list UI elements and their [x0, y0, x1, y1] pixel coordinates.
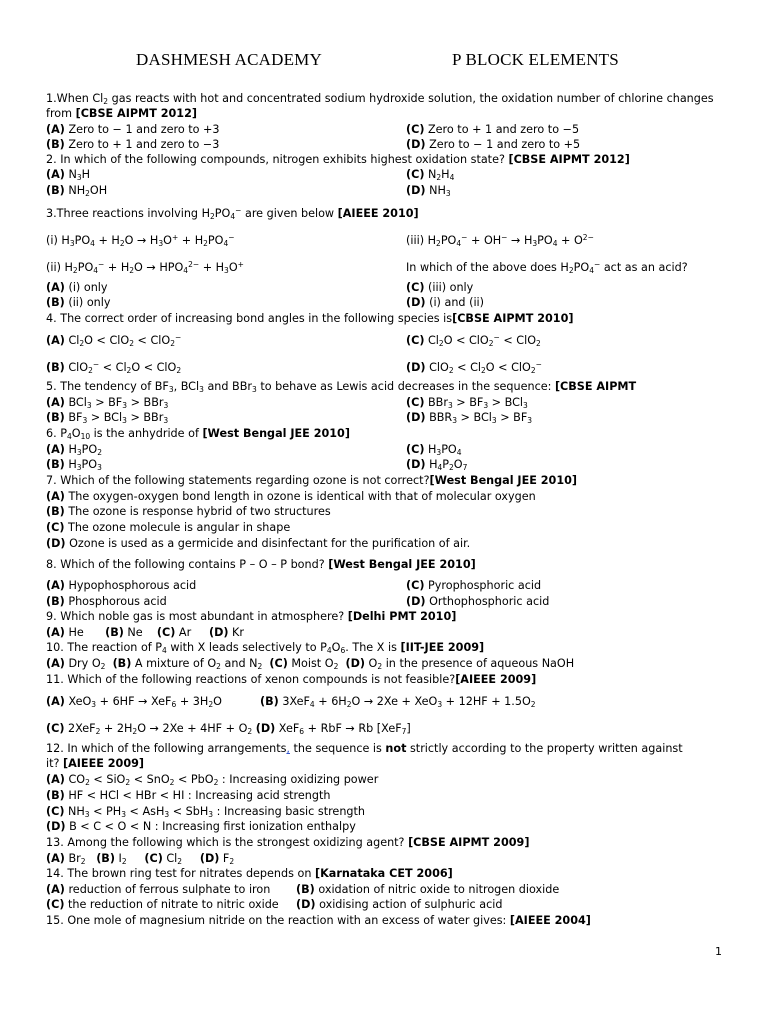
q14-tag: [Karnataka CET 2006] — [314, 867, 453, 880]
q6-tag: [West Bengal JEE 2010] — [202, 427, 350, 440]
q3-option-c: (C) (iii) only — [406, 281, 474, 294]
q8-option-b: (B) Phosphorous acid — [46, 595, 167, 608]
q1-text-cont: from [CBSE AIPMT 2012] — [46, 107, 197, 120]
q11-text: 11. Which of the following reactions of xenon compounds is not feasible?[AIEEE 2009] — [46, 673, 537, 686]
q3-reaction-i: (i) $H_3PO_4 + H_2O \to H_3O^+ + H_2PO_4^-$ — [46, 233, 235, 248]
q7-tag: [West Bengal JEE 2010] — [429, 474, 578, 487]
q3-reaction-ii: (ii) $H_2PO_4^- + H_2O \to HPO_4^{2-} + H_3O^+$ — [46, 260, 244, 275]
q8-option-c: (C) Pyrophosphoric acid — [406, 579, 542, 592]
q7-option-a: (A) The oxygen-oxygen bond length in ozone is identical with that of molecular oxygen — [46, 490, 536, 503]
q13-text: 13. Among the following which is the strongest oxidizing agent? [CBSE AIPMT 2009] — [46, 836, 530, 849]
q2-option-a: (A) $N_3H$ — [46, 168, 91, 182]
q5-option-b: (B) $BF_3 > BCl_3 > BBr_3$ — [46, 411, 169, 425]
q12-option-d: (D) B < C < O < N : Increasing first ionization enthalpy — [46, 820, 356, 833]
q14-option-b: (B) oxidation of nitric oxide to nitrogen dioxide — [296, 883, 560, 896]
q11-option-b: (B) $3XeF_4 + 6H_2O \to 2Xe + XeO_3 + 12HF + 1.5O_2$ — [260, 695, 536, 709]
q7-option-d: (D) Ozone is used as a germicide and disinfectant for the purification of air. — [46, 537, 471, 550]
q4-option-d: (D) $ClO_2 < Cl_2O < ClO_2^-$ — [406, 360, 542, 375]
q11-tag: [AIEEE 2009] — [455, 673, 537, 686]
q12-option-a: (A) $CO_2 < SiO_2 < SnO_2 < PbO_2$ : Increasing oxidizing power — [46, 773, 379, 787]
q14-option-d: (D) oxidising action of sulphuric acid — [296, 898, 503, 911]
q14-option-a: (A) reduction of ferrous sulphate to iron — [46, 883, 271, 896]
q5-option-d: (D) $BBR_3 > BCl_3 > BF_3$ — [406, 411, 533, 425]
q8-option-a: (A) Hypophosphorous acid — [46, 579, 197, 592]
q14-option-c: (C) the reduction of nitrate to nitric oxide — [46, 898, 279, 911]
q9-options: (A) He (B) Ne (C) Ar (D) Kr — [46, 626, 244, 639]
q10-options: (A) Dry $O_2$ (B) A mixture of $O_2$ and $N_2$ (C) Moist $O_2$ (D) $O_2$ in the presence of aqueous NaOH — [46, 657, 575, 671]
q9-text: 9. Which noble gas is most abundant in atmosphere? [Delhi PMT 2010] — [46, 610, 457, 623]
q13-options: (A) $Br_2$ (B) $I_2$ (C) $Cl_2$ (D) $F_2$ — [46, 852, 235, 866]
q7-text: 7. Which of the following statements regarding ozone is not correct?[West Bengal JEE 2010] — [46, 474, 578, 487]
q5-option-c: (C) $BBr_3 > BF_3 > BCl_3$ — [406, 396, 528, 410]
q8-text: 8. Which of the following contains P – O – P bond? [West Bengal JEE 2010] — [46, 558, 476, 571]
q12-tag: [AIEEE 2009] — [63, 757, 145, 770]
q3-text: 3.Three reactions involving $H_2PO_4^-$ are given below [AIEEE 2010] — [46, 206, 419, 221]
q11-option-c-d: (C) $2XeF_2 + 2H_2O \to 2Xe + 4HF + O_2$ (D) XeF$_6$ + RbF → Rb [XeF$_7$] — [46, 722, 411, 736]
q5-text: 5. The tendency of $BF_3$, BCl$_3$ and BBr$_3$ to behave as Lewis acid decreases in the sequence: [CBSE AIPMT — [46, 380, 637, 394]
q3-reaction-iii: (iii) $H_2PO_4^- + OH^- \to H_3PO_4 + O^{2-}$ — [406, 233, 594, 248]
q13-tag: [CBSE AIPMT 2009] — [408, 836, 530, 849]
q11-option-a: (A) $XeO_3 + 6HF \to XeF_6 + 3H_2O$ — [46, 695, 222, 709]
page-number: 1 — [715, 945, 722, 958]
q2-tag: [CBSE AIPMT 2012] — [508, 153, 630, 166]
q5-option-a: (A) $BCl_3 > BF_3 > BBr_3$ — [46, 396, 169, 410]
q6-option-a: (A) $H_3PO_2$ — [46, 443, 102, 457]
q6-option-b: (B) $H_3PO_3$ — [46, 458, 102, 472]
q3-option-b: (B) (ii) only — [46, 296, 111, 309]
q1-text: 1.When $Cl_2$ gas reacts with hot and concentrated sodium hydroxide solution, the oxidation number of chlorine changes — [46, 92, 714, 106]
q2-option-c: (C) $N_2H_4$ — [406, 168, 455, 182]
q4-tag: [CBSE AIPMT 2010] — [452, 312, 574, 325]
q4-option-a: (A) $Cl_2O < ClO_2 < ClO_2^-$ — [46, 333, 182, 348]
q4-option-b: (B) $ClO_2^- < Cl_2O < ClO_2$ — [46, 360, 182, 375]
q3-option-d: (D) (i) and (ii) — [406, 296, 485, 309]
q12-option-b: (B) HF < HCl < HBr < HI : Increasing acid strength — [46, 789, 331, 802]
q1-option-c: (C) Zero to + 1 and zero to −5 — [406, 123, 580, 136]
q2-option-b: (B) $NH_2OH$ — [46, 184, 108, 198]
q10-text: 10. The reaction of $P_4$ with X leads selectively to $P_4O_6$. The X is [IIT-JEE 2009] — [46, 641, 485, 655]
q3-question: In which of the above does $H_2PO_4^-$ act as an acid? — [406, 260, 688, 275]
q1-option-d: (D) Zero to − 1 and zero to +5 — [406, 138, 581, 151]
q7-option-c: (C) The ozone molecule is angular in shape — [46, 521, 291, 534]
q15-tag: [AIEEE 2004] — [509, 914, 591, 927]
q6-option-c: (C) $H_3PO_4$ — [406, 443, 462, 457]
q14-text: 14. The brown ring test for nitrates depends on [Karnataka CET 2006] — [46, 867, 453, 880]
q9-tag: [Delhi PMT 2010] — [347, 610, 457, 623]
q3-tag: [AIEEE 2010] — [337, 207, 419, 220]
q15-text: 15. One mole of magnesium nitride on the reaction with an excess of water gives: [AIEEE 2004] — [46, 914, 591, 927]
q7-option-b: (B) The ozone is response hybrid of two structures — [46, 505, 331, 518]
q5-tag: [CBSE AIPMT — [554, 380, 637, 393]
q2-text: 2. In which of the following compounds, nitrogen exhibits highest oxidation state? [CBSE AIPMT 2012] — [46, 153, 630, 166]
q1-tag: [CBSE AIPMT 2012] — [75, 107, 197, 120]
q4-text: 4. The correct order of increasing bond angles in the following species is[CBSE AIPMT 2010] — [46, 312, 574, 325]
q6-text: 6. $P_4O_{10}$ is the anhydride of [West Bengal JEE 2010] — [46, 427, 350, 441]
q6-option-d: (D) $H_4P_2O_7$ — [406, 458, 468, 472]
q12-text-cont: it? [AIEEE 2009] — [46, 757, 145, 770]
q3-option-a: (A) (i) only — [46, 281, 108, 294]
q8-tag: [West Bengal JEE 2010] — [328, 558, 476, 571]
q8-option-d: (D) Orthophosphoric acid — [406, 595, 550, 608]
q1-option-b: (B) Zero to + 1 and zero to −3 — [46, 138, 220, 151]
q1-option-a: (A) Zero to − 1 and zero to +3 — [46, 123, 220, 136]
q12-option-c: (C) $NH_3 < PH_3 < AsH_3 < SbH_3$ : Increasing basic strength — [46, 805, 365, 819]
q2-option-d: (D) $NH_3$ — [406, 184, 451, 198]
q4-option-c: (C) $Cl_2O < ClO_2^- < ClO_2$ — [406, 333, 541, 348]
header-academy: DASHMESH ACADEMY — [136, 50, 322, 69]
q10-tag: [IIT-JEE 2009] — [400, 641, 485, 654]
q12-text: 12. In which of the following arrangements, the sequence is not strictly according to the property written against — [46, 742, 683, 755]
header-topic: P BLOCK ELEMENTS — [452, 50, 619, 69]
